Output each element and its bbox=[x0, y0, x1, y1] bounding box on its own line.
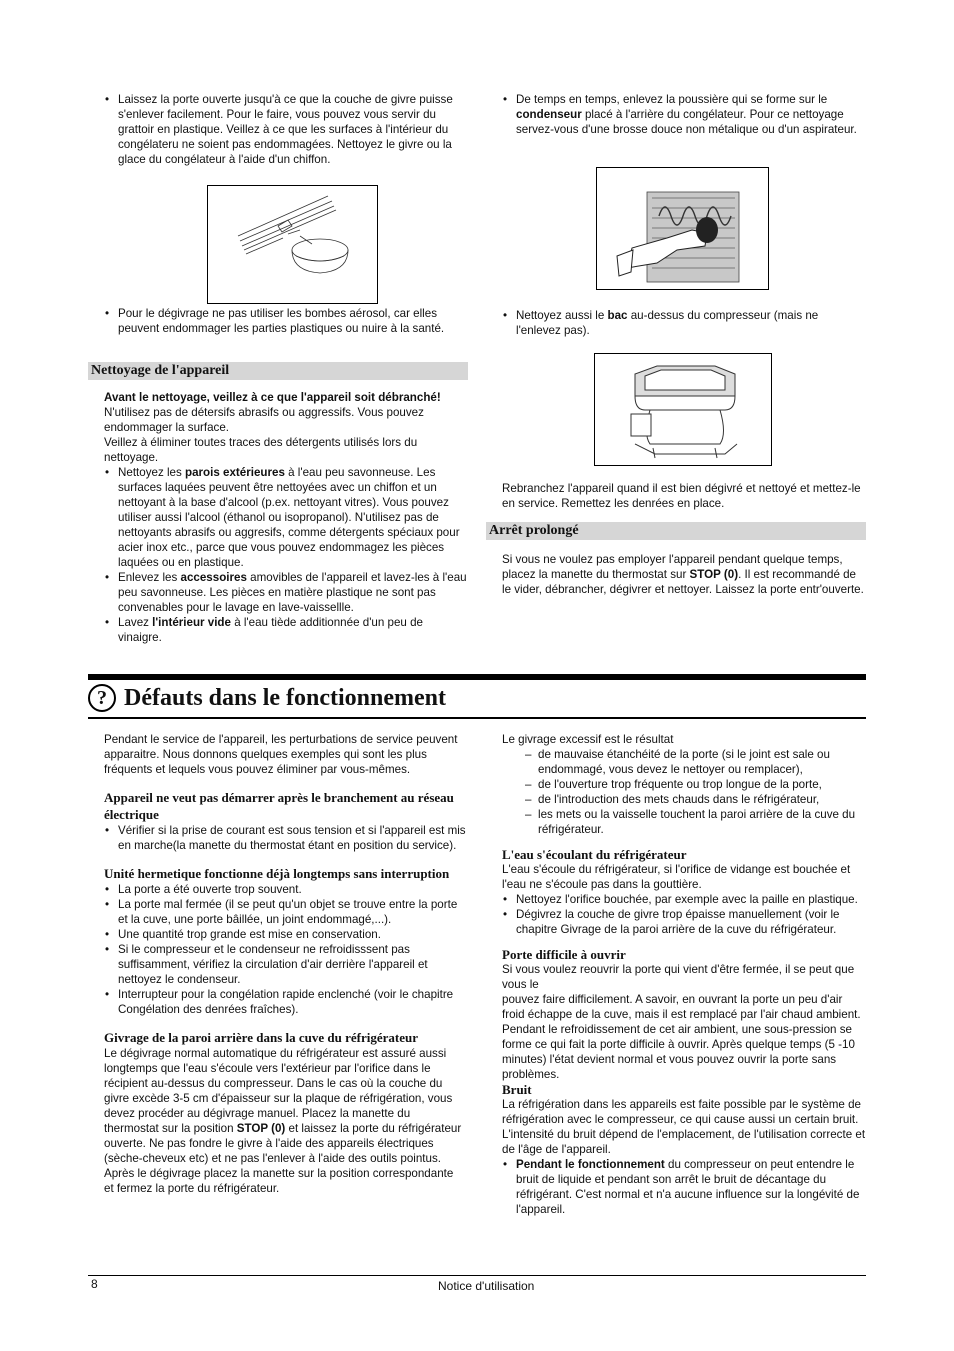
paragraph: pouvez faire difficilement. A savoir, en ouvrant la porte un peu d'air froid échappe de la cuve, mais il est remplacé par l'air chaud ambient. Pendant le refroidissement de cet air ambient, une sous-pression se forme ce qui fait la porte difficile à ouvrir. Après quelque temps (5 -10 minutes) l'état devient normal et vous pouvez ouvrir la porte sans problèmes. bbox=[502, 993, 861, 1081]
right-top-column bbox=[502, 92, 866, 137]
section-heading: Arrêt prolongé bbox=[486, 522, 866, 540]
paragraph: Le givrage excessif est le résultat bbox=[502, 733, 674, 746]
list-item: • Laissez la porte ouverte jusqu'à ce que la couche de givre puisse s'enlever facilement. Pour le faire, vous pouvez vous servir du grattoir en plastique. Veillez à ce que les surfaces à l'intérieur du congélateru ne soient pas endommagées. Nettoyez le givre ou la glace du congélateur à l'aide d'un chiffon. bbox=[118, 92, 466, 167]
faults-left-column bbox=[104, 732, 466, 1196]
paragraph: Le dégivrage normal automatique du réfrigérateur est assuré aussi longtemps que l'eau s'écoule vers l'extérieur par l'orifice dans le récipient au-dessus du compresseur. Dans le cas où la couche du givre excède 3-5 cm d'épaisseur sur la plaque de réfrigération, vous devez procéder au dégivrage manuel. Placez la manette du thermostat sur la position STOP (0) et laissez la porte du réfrigérateur ouverte. Ne pas fondre le givre à l'aide des appareils électriques (sèche-cheveux etc) et ne pas l'enlever à l'aide des outils pointus. bbox=[104, 1047, 462, 1165]
list-item: • Lavez l'intérieur vide à l'eau tiède additionnée d'un peu de vinaigre. bbox=[118, 615, 468, 645]
paragraph: L'eau s'écoule du réfrigérateur, si l'orifice de vidange est bouchée et l'eau ne s'écoule pas dans la gouttière. bbox=[502, 863, 851, 891]
right-bac-note bbox=[502, 308, 866, 338]
paragraph: Rebranchez l'appareil quand il est bien dégivré et nettoyé et mettez-le en service. Remettez les denrées en place. bbox=[502, 482, 861, 510]
subheading: Givrage de la paroi arrière dans la cuve du réfrigérateur bbox=[104, 1030, 418, 1045]
list-item: – de l'introduction des mets chauds dans le réfrigérateur, bbox=[538, 792, 866, 807]
chapter-title bbox=[88, 680, 446, 716]
paragraph: N'utilisez pas de détersifs abrasifs ou aggressifs. Vous pouvez endommager la surface. bbox=[104, 406, 424, 434]
warning-text: Avant le nettoyage, veillez à ce que l'appareil soit débranché! bbox=[104, 391, 441, 404]
list-item: • La porte mal fermée (il se peut qu'un objet se trouve entre la porte et la cuve, une porte bâillée, un joint endommagé,...). bbox=[118, 897, 466, 927]
list-item: • Interrupteur pour la congélation rapide enclenché (voir le chapitre Congélation des denrées fraîches). bbox=[118, 987, 466, 1017]
list-item: • Une quantité trop grande est mise en conservation. bbox=[118, 927, 466, 942]
page-title: Défauts dans le fonctionnement bbox=[124, 684, 446, 711]
list-item: • De temps en temps, enlevez la poussière qui se forme sur le condenseur placé à l'arrière du congélateur. Pour ce nettoyage servez-vous d'une brosse douce non métalique ou d'un aspirateur. bbox=[516, 92, 866, 137]
prolonged-stop-section bbox=[486, 522, 866, 597]
list-item: • Dégivrez la couche de givre trop épaisse manuellement (voir le chapitre Givrage de la paroi arrière de la cuve du réfrigérateur. bbox=[516, 907, 866, 937]
faults-right-column bbox=[502, 732, 866, 1217]
list-item: • Nettoyez les parois extérieures à l'eau peu savonneuse. Les surfaces laquées peuvent être nettoyées avec un chiffon et un nettoyant à la base d'alcool (p.ex. nettoyant vitres). Vous pouvez utiliser aussi l'alcool (éthanol ou isopropanol). N'utilisez pas de nettoyants abrasifs ou aggresifs, comme détergents spéciaux pour acier inox etc., parce que vous pouvez endommagez les pièces laquées ou en plastique. bbox=[118, 465, 468, 570]
list-item: • Pour le dégivrage ne pas utiliser les bombes aérosol, car elles peuvent endommager les parties plastiques ou nuire à la santé. bbox=[118, 306, 466, 336]
paragraph: Si vous voulez reouvrir la porte qui vient d'être fermée, il se peut que vous le bbox=[502, 963, 855, 991]
list-item: • Nettoyez l'orifice bouchée, par exemple avec la paille en plastique. bbox=[516, 892, 866, 907]
list-item: • La porte a été ouverte trop souvent. bbox=[118, 882, 466, 897]
paragraph: La réfrigération dans les appareils est faite possible par le système de réfrigération avec le compresseur, ce qui cause aussi un certain bruit. L'intensité du bruit dépend de l'emplacement, de l'utilisation correcte et de l'âge de l'appareil. bbox=[502, 1098, 866, 1156]
title-bottom-rule bbox=[88, 717, 866, 719]
footer-rule bbox=[88, 1275, 866, 1276]
list-item: – de mauvaise étanchéité de la porte (si le joint est sale ou endommagé, vous devez le nettoyer ou remplacer), bbox=[538, 747, 866, 777]
scraper-illustration bbox=[207, 185, 378, 304]
right-reconnect-text bbox=[502, 481, 866, 511]
left-top-column bbox=[104, 92, 466, 167]
list-item: • Pendant le fonctionnement du compresseur on peut entendre le bruit de liquide et pendant son arrêt le bruit de décantage du réfrigérant. C'est normal et n'a aucune influence sur la longévité de l'appareil. bbox=[516, 1157, 866, 1217]
paragraph: Après le dégivrage placez la manette sur la position correspondante et fermez la porte du réfrigérateur. bbox=[104, 1167, 454, 1195]
subheading: Unité hermetique fonctionne déjà longtemps sans interruption bbox=[104, 866, 450, 881]
paragraph: Si vous ne voulez pas employer l'appareil pendant quelque temps, placez la manette du thermostat sur STOP (0). Il est recommandé de le vider, débrancher, dégivrer et nettoyer. Laissez la porte entr'ouverte. bbox=[502, 553, 864, 596]
paragraph: Pendant le service de l'appareil, les perturbations de service peuvent apparaitre. Nous donnons quelques exemples qui sont les plus fréquents et lequels vous pouvez éliminer par vous-mêmes. bbox=[104, 733, 458, 776]
list-item: • Nettoyez aussi le bac au-dessus du compresseur (mais ne l'enlevez pas). bbox=[516, 308, 866, 338]
compressor-tray-illustration bbox=[594, 353, 772, 466]
paragraph: Veillez à éliminer toutes traces des détergents utilisés lors du nettoyage. bbox=[104, 436, 418, 464]
list-item: – de l'ouverture trop fréquente ou trop longue de la porte, bbox=[538, 777, 866, 792]
footer-title: Notice d'utilisation bbox=[438, 1279, 535, 1293]
subheading: Porte difficile à ouvrir bbox=[502, 947, 626, 962]
subheading: Bruit bbox=[502, 1082, 532, 1097]
list-item: • Enlevez les accessoires amovibles de l'appareil et lavez-les à l'eau peu savonneuse. Les pièces en matière plastique ne sont pas convenables pour le lavage en lave-vaissellle. bbox=[118, 570, 468, 615]
page-number: 8 bbox=[91, 1277, 98, 1291]
question-circle-icon: ? bbox=[88, 684, 116, 712]
left-aerosol-note bbox=[104, 306, 466, 336]
subheading: L'eau s'écoulant du réfrigérateur bbox=[502, 847, 687, 862]
subheading: Appareil ne veut pas démarrer après le branchement au réseau électrique bbox=[104, 790, 454, 822]
list-item: • Vérifier si la prise de courant est sous tension et si l'appareil est mis en marche(la manette du thermostat étant en position du service). bbox=[118, 823, 466, 853]
cleaning-section bbox=[88, 362, 468, 645]
list-item: – les mets ou la vaisselle touchent la paroi arrière de la cuve du réfrigérateur. bbox=[538, 807, 866, 837]
condenser-brush-illustration bbox=[596, 167, 769, 290]
defrost-list bbox=[104, 92, 466, 167]
section-heading: Nettoyage de l'appareil bbox=[88, 362, 468, 380]
list-item: • Si le compresseur et le condenseur ne refroidisssent pas suffisamment, vérifiez la circulation d'air derrière l'appareil et nettoyez le condenseur. bbox=[118, 942, 466, 987]
